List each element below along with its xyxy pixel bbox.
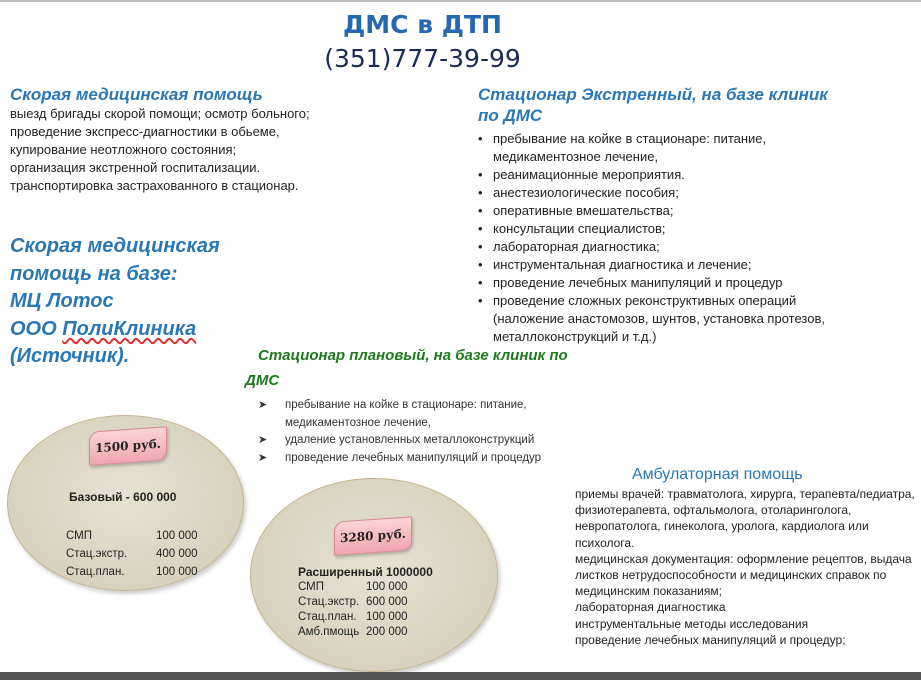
smp-text: выезд бригады скорой помощи; осмотр больного; проведение экспресс-диагностики в обьеме, купирование неотложного состояния; организация экстренной госпитализации. транспортировка застрахованного в стационар. <box>10 106 310 193</box>
list-item: • проведение лечебных манипуляций и процедур <box>478 274 858 292</box>
plan-row: СМП 100 000 <box>298 581 408 593</box>
list-item: • лабораторная диагностика; <box>478 238 858 256</box>
list-item: • оперативные вмешательства; <box>478 202 858 220</box>
base-line <box>10 316 220 344</box>
base-clinic: ПолиКлиника <box>62 317 197 340</box>
emergency-list <box>478 130 858 346</box>
list-item: • инструментальная диагностика и лечение; <box>478 256 858 274</box>
base-line: Скорая медицинская <box>10 235 220 257</box>
ambulatory-heading: Амбулаторная помощь <box>632 466 803 483</box>
phone-number: (351)777-39-99 <box>324 44 521 73</box>
plan-row: Стац.план. 100 000 <box>66 566 198 578</box>
ambulatory-text: приемы врачей: травматолога, хирурга, терапевта/педиатра, физиотерапевта, офтальмолога, отоларинголога, невропатолога, гинеколога, уролога, кардиолога или психолога. медицинская документация: оформление рецептов, выдача листков нетрудоспособности и медицинских справок по медицинским показаниям; лабораторная диагностика инструментальные методы исследования проведение лечебных манипуляций и процедур; <box>575 487 915 647</box>
basic-plan-title: Базовый - 600 000 <box>69 490 177 504</box>
arrow-bullet-icon: ➤ <box>258 399 268 411</box>
extended-plan-rows <box>298 580 408 640</box>
base-prefix: ООО <box>10 317 63 340</box>
planned-heading: Стационар плановый, на базе клиник по <box>258 347 568 364</box>
plan-row: Стац.экстр. 600 000 <box>298 596 408 608</box>
emergency-heading: Стационар Экстренный, на базе клиник по ДМС <box>478 85 828 125</box>
list-item: ➤ проведение лечебных манипуляций и процедур <box>258 450 618 468</box>
basic-plan-rows <box>66 527 198 581</box>
plan-row: СМП 100 000 <box>66 530 198 542</box>
list-item: • проведение сложных реконструктивных операций (наложение анастомозов, шунтов, установка протезов, металлоконструкций и т.д.) <box>478 292 858 346</box>
plan-row: Амб.пмощь 200 000 <box>298 626 408 638</box>
arrow-bullet-icon: ➤ <box>258 434 268 446</box>
base-line: помощь на базе: <box>10 262 178 285</box>
smp-base-block <box>10 233 220 371</box>
list-item: • консультации специалистов; <box>478 220 858 238</box>
extended-price-ribbon: 3280 руб. <box>334 516 412 555</box>
base-line: (Источник). <box>10 345 130 367</box>
page-title: ДМС в ДТП <box>343 10 502 39</box>
list-item: ➤ удаление установленных металлоконструкций <box>258 432 618 450</box>
top-border <box>0 0 921 2</box>
arrow-bullet-icon: ➤ <box>258 451 268 464</box>
basic-price-ribbon: 1500 руб. <box>89 426 167 465</box>
list-item: • пребывание на койке в стационаре: питание, медикаментозное лечение, <box>478 130 858 166</box>
bottom-bar <box>0 672 921 680</box>
smp-heading: Скорая медицинская помощь <box>10 85 263 104</box>
base-line: МЦ Лотос <box>10 290 114 312</box>
extended-plan-title: Расширенный 1000000 <box>298 565 433 579</box>
plan-row: Стац.экстр. 400 000 <box>66 548 198 560</box>
list-item: • анестезиологические пособия; <box>478 184 858 202</box>
plan-row: Стац.план. 100 000 <box>298 611 408 623</box>
planned-heading-cont: ДМС <box>245 372 280 389</box>
planned-list <box>258 397 618 467</box>
list-item: ➤ пребывание на койке в стационаре: питание, медикаментозное лечение, <box>258 399 527 429</box>
list-item: • реанимационные мероприятия. <box>478 166 858 184</box>
